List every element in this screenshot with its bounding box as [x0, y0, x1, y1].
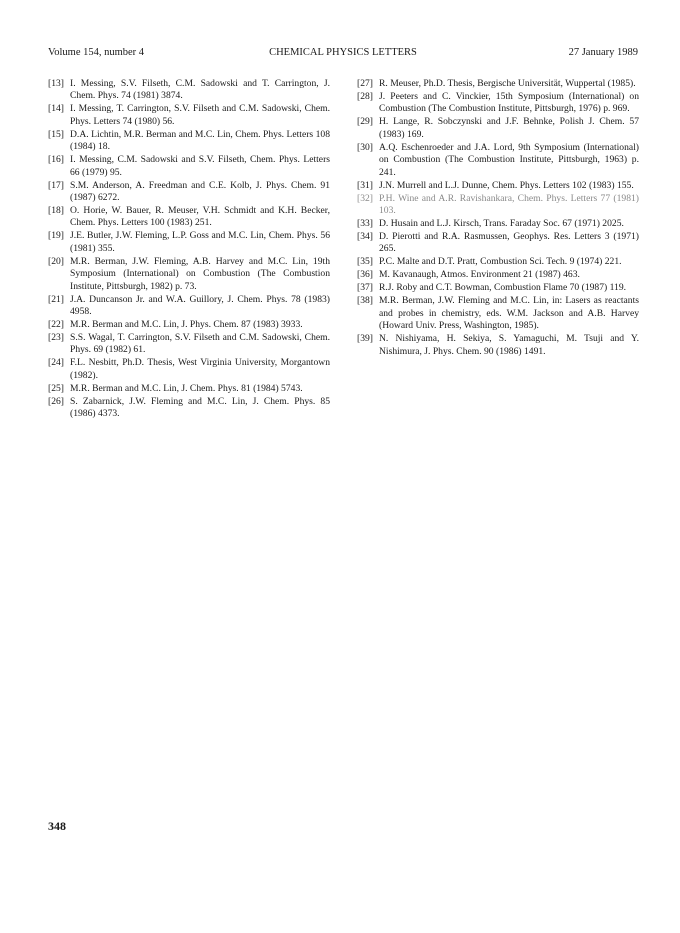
- reference-number: [19]: [48, 230, 64, 242]
- issue-date: 27 January 1989: [568, 47, 638, 58]
- reference-text: H. Lange, R. Sobczynski and J.F. Behnke, Polish J. Chem. 57 (1983) 169.: [379, 116, 639, 140]
- reference-number: [22]: [48, 319, 64, 331]
- reference-number: [38]: [357, 295, 373, 307]
- running-header: [48, 47, 638, 63]
- reference-number: [24]: [48, 357, 64, 369]
- reference-text: J.N. Murrell and L.J. Dunne, Chem. Phys. Letters 102 (1983) 155.: [379, 179, 634, 191]
- reference-entry: [48, 103, 330, 128]
- reference-text: N. Nishiyama, H. Sekiya, S. Yamaguchi, M. Tsuji and Y. Nishimura, J. Phys. Chem. 90 (1986) 1491.: [379, 333, 639, 357]
- reference-entry: [48, 180, 330, 205]
- page-number: 348: [48, 819, 66, 833]
- reference-number: [26]: [48, 395, 64, 407]
- reference-number: [13]: [48, 78, 64, 89]
- reference-text: R. Meuser, Ph.D. Thesis, Bergische Universität, Wuppertal (1985).: [379, 78, 636, 89]
- reference-text: P.C. Malte and D.T. Pratt, Combustion Sci. Tech. 9 (1974) 221.: [379, 256, 622, 268]
- reference-entry: [48, 319, 330, 331]
- reference-number: [30]: [357, 141, 373, 153]
- reference-number: [16]: [48, 154, 64, 166]
- reference-entry: [357, 282, 639, 294]
- reference-text: J.E. Butler, J.W. Fleming, L.P. Goss and M.C. Lin, Chem. Phys. 56 (1981) 355.: [70, 230, 330, 254]
- reference-number: [25]: [48, 382, 64, 394]
- reference-entry: [48, 332, 330, 357]
- reference-number: [23]: [48, 332, 64, 344]
- reference-entry: [48, 383, 330, 395]
- reference-number: [37]: [357, 282, 373, 294]
- reference-entry: [48, 294, 330, 319]
- reference-entry: [48, 357, 330, 382]
- reference-text: D.A. Lichtin, M.R. Berman and M.C. Lin, Chem. Phys. Letters 108 (1984) 18.: [70, 128, 330, 153]
- reference-number: [18]: [48, 205, 64, 217]
- reference-text: A.Q. Eschenroeder and J.A. Lord, 9th Symposium (International) on Combustion (The Combustion Institute, Pittsburgh, 1963) p. 241.: [379, 141, 639, 178]
- reference-text: M. Kavanaugh, Atmos. Environment 21 (1987) 463.: [379, 269, 580, 281]
- reference-entry: [357, 295, 639, 332]
- reference-text: D. Husain and L.J. Kirsch, Trans. Faraday Soc. 67 (1971) 2025.: [379, 218, 624, 230]
- reference-entry: [48, 154, 330, 179]
- journal-title: CHEMICAL PHYSICS LETTERS: [269, 47, 417, 58]
- reference-number: [35]: [357, 256, 373, 268]
- reference-number: [28]: [357, 91, 373, 102]
- references-right-column: [357, 78, 639, 359]
- reference-text: S.S. Wagal, T. Carrington, S.V. Filseth and C.M. Sadowski, Chem. Phys. 69 (1982) 61.: [70, 332, 330, 356]
- reference-entry: [357, 231, 639, 256]
- reference-text: M.R. Berman and M.C. Lin, J. Phys. Chem. 87 (1983) 3933.: [70, 319, 303, 331]
- reference-text: S.M. Anderson, A. Freedman and C.E. Kolb, J. Phys. Chem. 91 (1987) 6272.: [70, 179, 330, 204]
- reference-text: I. Messing, C.M. Sadowski and S.V. Filseth, Chem. Phys. Letters 66 (1979) 95.: [70, 154, 330, 178]
- reference-entry: [357, 180, 639, 192]
- reference-number: [36]: [357, 269, 373, 281]
- reference-entry: [48, 396, 330, 421]
- reference-entry: [48, 256, 330, 293]
- reference-number: [14]: [48, 103, 64, 115]
- reference-entry: [48, 230, 330, 255]
- reference-number: [17]: [48, 179, 64, 191]
- reference-number: [29]: [357, 116, 373, 128]
- reference-entry: [357, 256, 639, 268]
- reference-text: M.R. Berman, J.W. Fleming and M.C. Lin, in: Lasers as reactants and probes in chemistry, eds. W.M. Jackson and A.B. Harvey (Howard Univ. Press, Washington, 1985).: [379, 295, 639, 332]
- reference-text: D. Pierotti and R.A. Rasmussen, Geophys. Res. Letters 3 (1971) 265.: [379, 231, 639, 255]
- reference-entry: [48, 129, 330, 154]
- reference-number: [33]: [357, 218, 373, 230]
- reference-number: [31]: [357, 179, 373, 191]
- reference-text: M.R. Berman and M.C. Lin, J. Chem. Phys. 81 (1984) 5743.: [70, 382, 303, 394]
- reference-number: [27]: [357, 78, 373, 89]
- reference-entry: [357, 78, 639, 90]
- reference-text: M.R. Berman, J.W. Fleming, A.B. Harvey and M.C. Lin, 19th Symposium (International) on Combustion (The Combustion Institute, Pittsburgh, 1982) p. 73.: [70, 255, 330, 292]
- reference-text: F.L. Nesbitt, Ph.D. Thesis, West Virginia University, Morgantown (1982).: [70, 357, 330, 381]
- reference-entry: [357, 91, 639, 116]
- reference-number: [39]: [357, 333, 373, 345]
- references-left-column: [48, 78, 330, 421]
- reference-number: [32]: [357, 192, 373, 204]
- reference-text: S. Zabarnick, J.W. Fleming and M.C. Lin, J. Chem. Phys. 85 (1986) 4373.: [70, 395, 330, 420]
- reference-text: I. Messing, S.V. Filseth, C.M. Sadowski and T. Carrington, J. Chem. Phys. 74 (1981) 3874.: [70, 78, 330, 102]
- volume-label: Volume 154, number 4: [48, 47, 145, 58]
- reference-text: R.J. Roby and C.T. Bowman, Combustion Flame 70 (1987) 119.: [379, 282, 627, 294]
- reference-text: J.A. Duncanson Jr. and W.A. Guillory, J. Chem. Phys. 78 (1983) 4958.: [70, 293, 330, 318]
- reference-text: I. Messing, T. Carrington, S.V. Filseth and C.M. Sadowski, Chem. Phys. Letters 74 (1980) 56.: [70, 103, 330, 127]
- reference-entry: [357, 142, 639, 179]
- reference-text: O. Horie, W. Bauer, R. Meuser, V.H. Schmidt and K.H. Becker, Chem. Phys. Letters 100 (1983) 251.: [70, 205, 330, 229]
- reference-number: [21]: [48, 293, 64, 305]
- reference-entry: [48, 205, 330, 230]
- reference-entry: [357, 333, 639, 358]
- reference-entry: [357, 218, 639, 230]
- reference-entry: [357, 116, 639, 141]
- reference-entry: [357, 269, 639, 281]
- reference-number: [20]: [48, 255, 64, 267]
- reference-number: [15]: [48, 128, 64, 140]
- reference-text: J. Peeters and C. Vinckier, 15th Symposium (International) on Combustion (The Combustion Institute, Pittsburgh, 1976) p. 969.: [379, 91, 639, 115]
- reference-entry: [48, 78, 330, 103]
- reference-number: [34]: [357, 231, 373, 243]
- reference-entry: [357, 193, 639, 218]
- reference-text: P.H. Wine and A.R. Ravishankara, Chem. Phys. Letters 77 (1981) 103.: [379, 192, 639, 217]
